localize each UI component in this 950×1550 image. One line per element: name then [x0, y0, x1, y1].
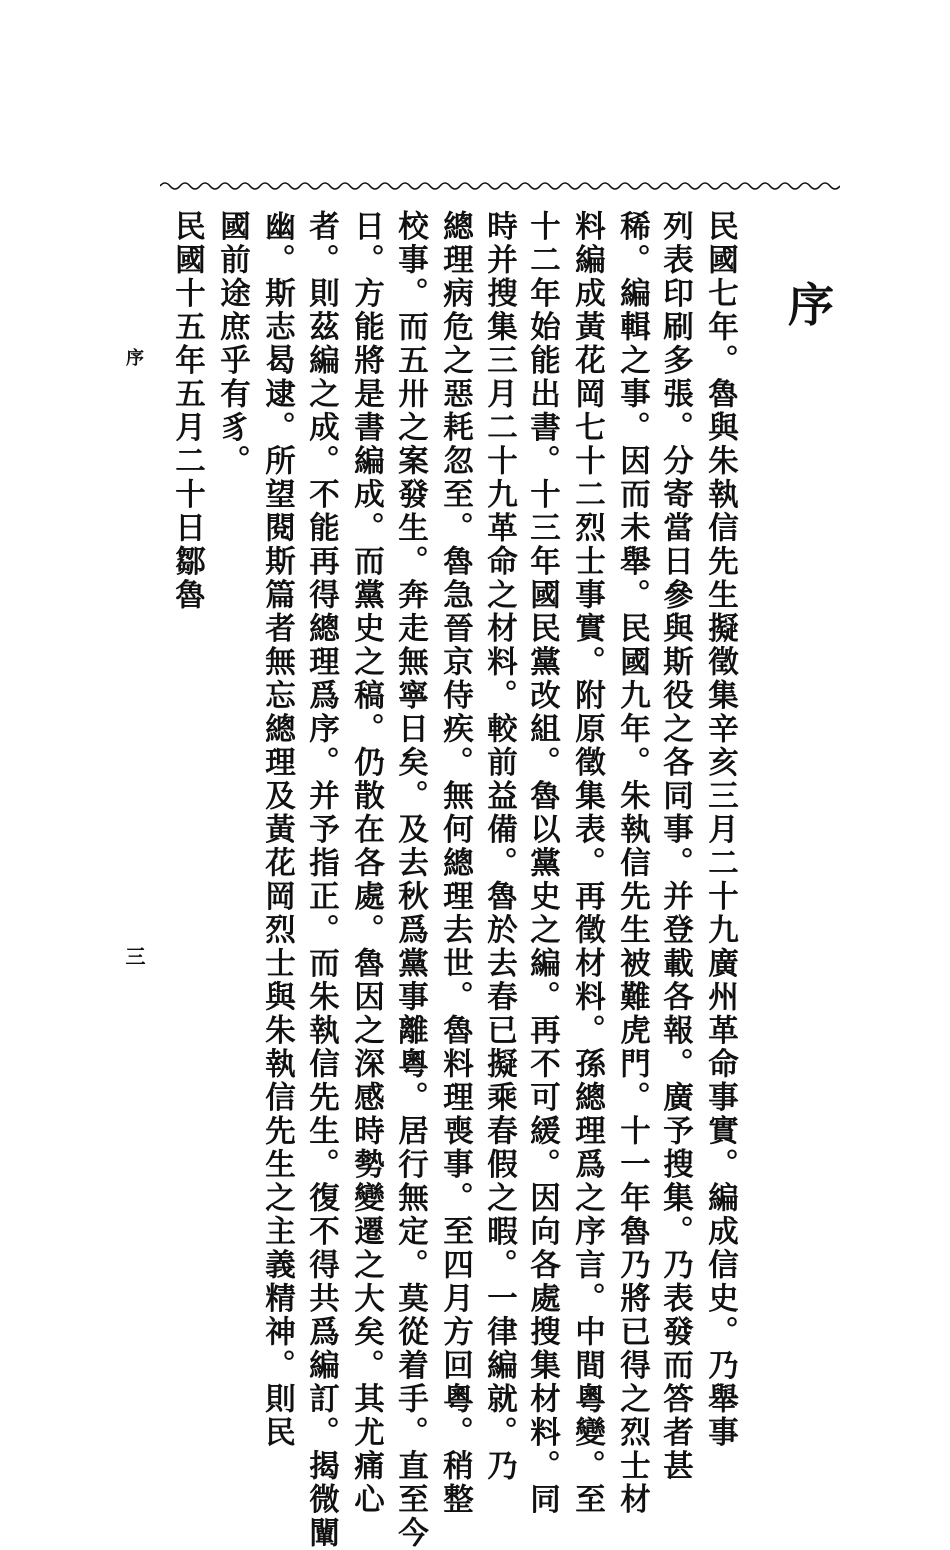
signature-column: 民國十五年五月二十日鄒魯: [169, 210, 206, 612]
page-number: 三: [122, 946, 146, 966]
text-column-3: 稀。編輯之事。因而未舉。民國九年。朱執信先生被難虎門。十一年魯乃將已得之烈士材: [614, 210, 651, 1517]
wavy-rule: [160, 180, 840, 192]
text-column-1: 民國七年。魯與朱執信先生擬徵集辛亥三月二十九廣州革命事實。編成信史。乃舉事: [702, 210, 739, 1450]
text-column-8: 校事。而五卅之案發生。奔走無寧日矣。及去秋爲黨事離粵。居行無定。莫從着手。直至今: [392, 210, 429, 1550]
text-column-4: 料編成黃花岡七十二烈士事實。附原徵集表。再徵材料。孫總理爲之序言。中間粵變。至: [569, 210, 606, 1517]
text-column-6: 時并搜集三月二十九革命之材料。較前益備。魯於去春已擬乘春假之暇。一律編就。乃: [481, 210, 518, 1483]
text-column-5: 十二年始能出書。十三年國民黨改組。魯以黨史之編。再不可緩。因向各處搜集材料。同: [524, 210, 561, 1517]
text-column-12: 國前途庶乎有豸。: [214, 210, 251, 478]
text-column-9: 日。方能將是書編成。而黨史之稿。仍散在各處。魯因之深感時勢變遷之大矣。其尤痛心: [348, 210, 385, 1517]
text-column-2: 列表印刷多張。分寄當日參與斯役之各同事。并登載各報。廣予搜集。乃表發而答者甚: [657, 210, 694, 1483]
text-column-7: 總理病危之惡耗忽至。魯急晉京侍疾。無何總理去世。魯料理喪事。至四月方回粵。稍整: [437, 210, 474, 1517]
preface-title: 序: [788, 278, 834, 332]
text-column-11: 幽。斯志曷逮。所望閱斯篇者無忘總理及黃花岡烈士與朱執信先生之主義精神。則民: [259, 210, 296, 1450]
margin-running-title: 序: [123, 348, 144, 366]
text-column-10: 者。則茲編之成。不能再得總理爲序。并予指正。而朱執信先生。復不得共爲編訂。揭微闡: [303, 210, 340, 1550]
